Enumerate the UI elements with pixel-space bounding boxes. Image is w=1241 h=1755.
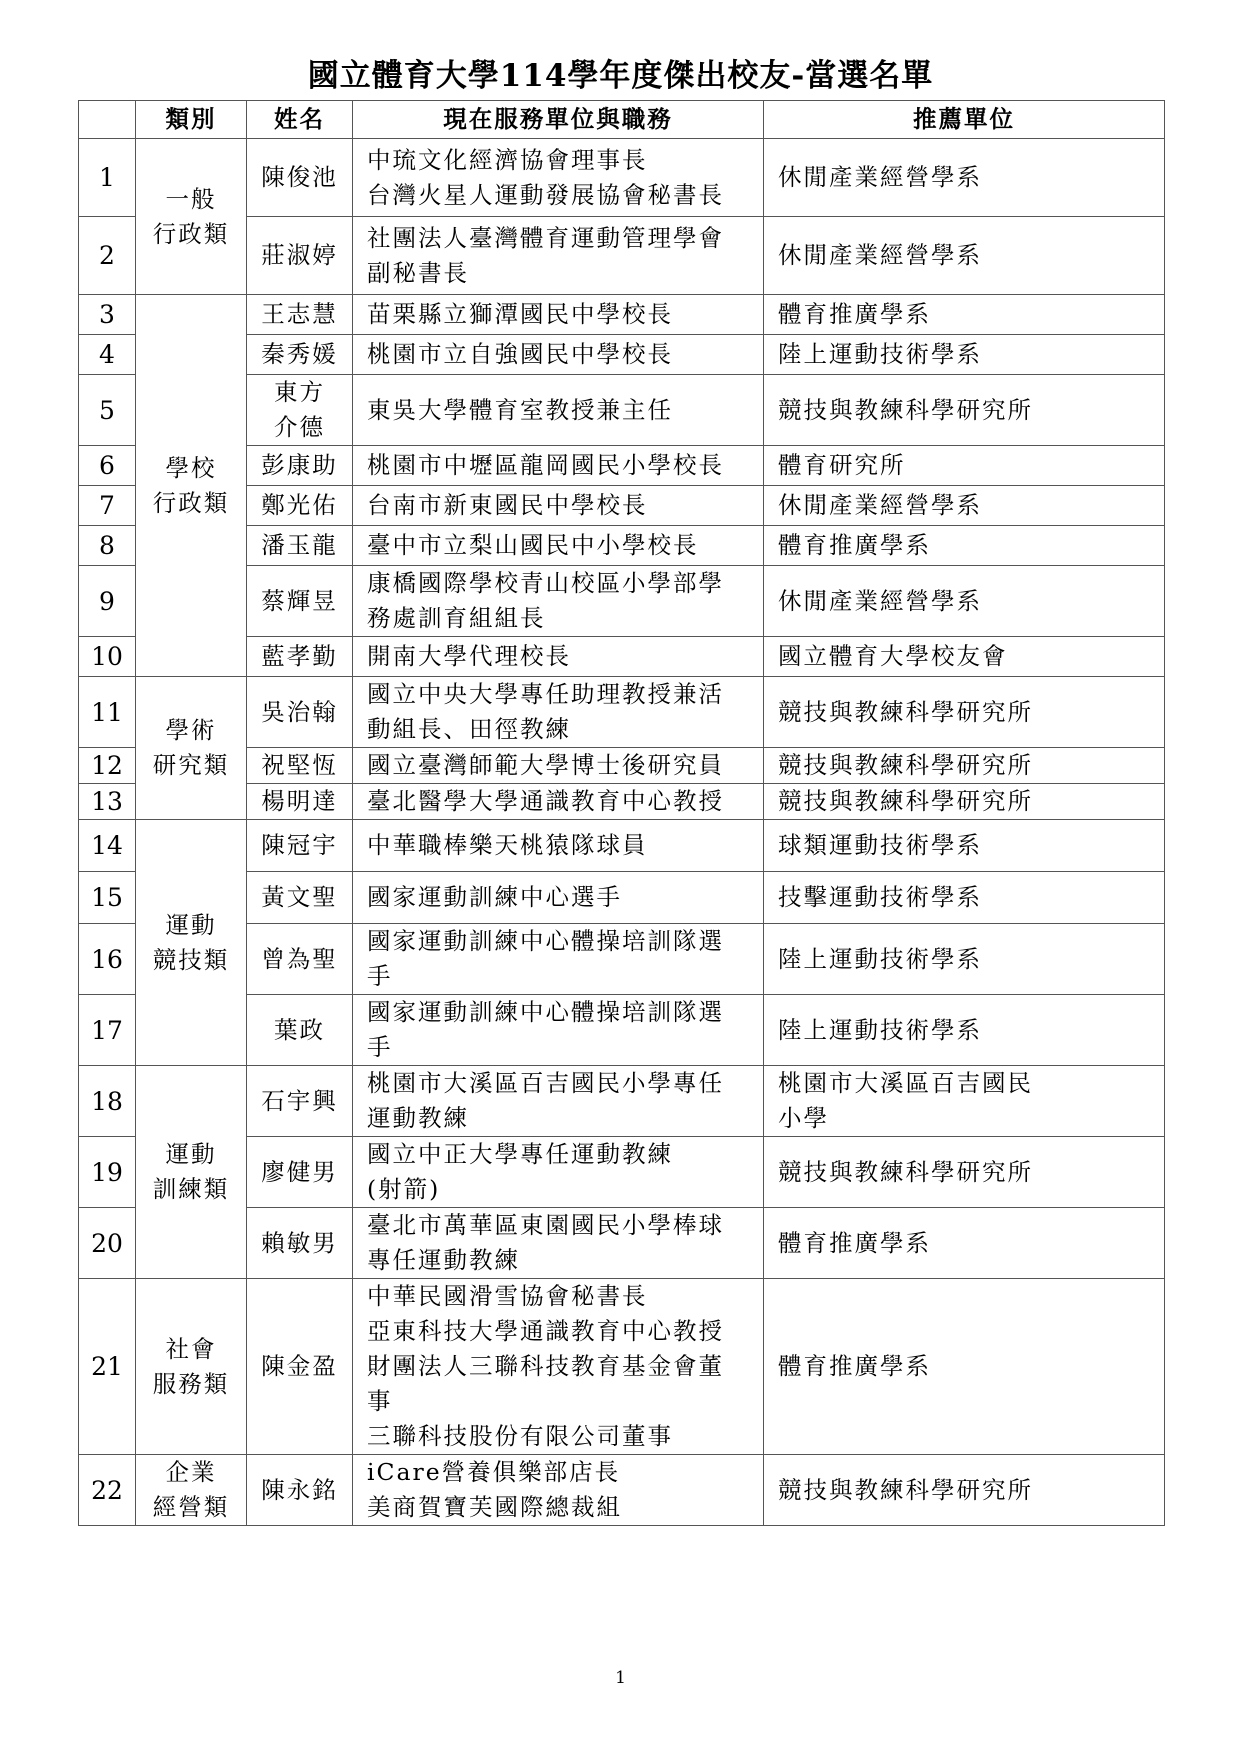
position-cell — [353, 335, 764, 375]
unit-line: 競技與教練科學研究所 — [778, 395, 1033, 424]
unit-line: 競技與教練科學研究所 — [778, 697, 1033, 726]
position-line: 桃園市中壢區龍岡國民小學校長 — [367, 451, 724, 479]
position-line: 副秘書長 — [367, 258, 469, 287]
position-line: iCare營養俱樂部店長 — [367, 1458, 621, 1486]
position-line: 手 — [367, 1033, 393, 1061]
unit-line: 體育推廣學系 — [778, 1352, 931, 1380]
name-line: 莊淑婷 — [261, 241, 338, 269]
position-line: 桃園市大溪區百吉國民小學專任 — [367, 1069, 724, 1097]
category-cell — [136, 820, 247, 1066]
alumni-name — [247, 566, 353, 637]
category-cell — [136, 1066, 247, 1279]
recommending-unit — [764, 924, 1165, 995]
position-line: (射箭) — [367, 1175, 441, 1203]
category-line: 一般 — [165, 184, 217, 213]
row-number: 5 — [79, 375, 136, 446]
category-cell — [136, 295, 247, 677]
row-number: 12 — [79, 748, 136, 784]
category-line: 學校 — [165, 453, 217, 482]
row-number: 4 — [79, 335, 136, 375]
name-line: 彭康助 — [261, 451, 338, 479]
recommending-unit — [764, 677, 1165, 748]
position-line: 事 — [367, 1387, 393, 1415]
unit-line: 球類運動技術學系 — [778, 831, 982, 859]
row-number: 8 — [79, 526, 136, 566]
row-number: 18 — [79, 1066, 136, 1137]
recommending-unit — [764, 217, 1165, 295]
position-cell — [353, 748, 764, 784]
alumni-name — [247, 677, 353, 748]
row-number: 13 — [79, 784, 136, 820]
unit-line: 競技與教練科學研究所 — [778, 751, 1033, 779]
position-line: 國立臺灣師範大學博士後研究員 — [367, 751, 724, 779]
category-cell — [136, 139, 247, 295]
position-line: 社團法人臺灣體育運動管理學會 — [367, 223, 724, 252]
name-line: 廖健男 — [261, 1157, 338, 1186]
position-line: 專任運動教練 — [367, 1246, 520, 1274]
recommending-unit — [764, 566, 1165, 637]
table-row — [79, 1066, 1165, 1137]
position-line: 三聯科技股份有限公司董事 — [367, 1422, 673, 1450]
alumni-name — [247, 1208, 353, 1279]
name-line: 石宇興 — [261, 1086, 338, 1115]
recommending-unit — [764, 446, 1165, 486]
alumni-name — [247, 1279, 353, 1455]
position-line: 美商賀寶芙國際總裁組 — [367, 1493, 622, 1521]
name-line: 祝堅恆 — [261, 751, 338, 779]
position-line: 臺北醫學大學通識教育中心教授 — [367, 787, 724, 815]
table-row — [79, 295, 1165, 335]
alumni-name — [247, 820, 353, 872]
name-line: 秦秀媛 — [261, 340, 338, 368]
recommending-unit — [764, 1279, 1165, 1455]
alumni-name — [247, 295, 353, 335]
position-line: 動組長、田徑教練 — [367, 715, 571, 743]
position-cell — [353, 872, 764, 924]
row-number: 15 — [79, 872, 136, 924]
alumni-name — [247, 995, 353, 1066]
position-line: 運動教練 — [367, 1104, 469, 1132]
category-line: 行政類 — [152, 219, 230, 248]
recommending-unit — [764, 1066, 1165, 1137]
position-cell — [353, 486, 764, 526]
category-line: 競技類 — [152, 945, 230, 974]
name-line: 鄭光佑 — [261, 491, 338, 519]
position-line: 苗栗縣立獅潭國民中學校長 — [367, 300, 673, 328]
position-line: 台灣火星人運動發展協會秘書長 — [367, 180, 724, 209]
unit-line: 技擊運動技術學系 — [778, 883, 982, 911]
table-row — [79, 1455, 1165, 1526]
alumni-name — [247, 526, 353, 566]
unit-line: 體育研究所 — [778, 451, 906, 479]
unit-line: 桃園市大溪區百吉國民 — [778, 1069, 1033, 1097]
position-cell — [353, 1137, 764, 1208]
row-number: 7 — [79, 486, 136, 526]
recommending-unit — [764, 526, 1165, 566]
row-number: 1 — [79, 139, 136, 217]
unit-line: 陸上運動技術學系 — [778, 340, 982, 368]
header-position: 現在服務單位與職務 — [353, 101, 764, 139]
recommending-unit — [764, 637, 1165, 677]
unit-line: 競技與教練科學研究所 — [778, 1475, 1033, 1504]
name-line: 葉政 — [274, 1015, 325, 1044]
category-cell — [136, 677, 247, 820]
unit-line: 體育推廣學系 — [778, 531, 931, 559]
position-cell — [353, 217, 764, 295]
row-number: 9 — [79, 566, 136, 637]
unit-line: 競技與教練科學研究所 — [778, 787, 1033, 815]
position-line: 國立中央大學專任助理教授兼活 — [367, 680, 724, 708]
position-line: 國立中正大學專任運動教練 — [367, 1140, 673, 1168]
alumni-name — [247, 872, 353, 924]
recommending-unit — [764, 375, 1165, 446]
category-cell — [136, 1279, 247, 1455]
position-line: 國家運動訓練中心選手 — [367, 883, 622, 911]
position-cell — [353, 637, 764, 677]
position-line: 臺中市立梨山國民中小學校長 — [367, 531, 699, 559]
unit-line: 陸上運動技術學系 — [778, 944, 982, 973]
recommending-unit — [764, 335, 1165, 375]
recommending-unit — [764, 139, 1165, 217]
position-line: 財團法人三聯科技教育基金會董 — [367, 1352, 724, 1380]
table-header-row — [79, 101, 1165, 139]
table-body — [79, 139, 1165, 1526]
name-line: 陳金盈 — [261, 1352, 338, 1380]
recommending-unit — [764, 872, 1165, 924]
position-line: 手 — [367, 962, 393, 990]
position-line: 東吳大學體育室教授兼主任 — [367, 395, 673, 424]
position-cell — [353, 1066, 764, 1137]
row-number: 19 — [79, 1137, 136, 1208]
unit-line: 休閒產業經營學系 — [778, 491, 982, 519]
recommending-unit — [764, 486, 1165, 526]
recommending-unit — [764, 295, 1165, 335]
unit-line: 競技與教練科學研究所 — [778, 1157, 1033, 1186]
recommending-unit — [764, 784, 1165, 820]
category-line: 運動 — [165, 1140, 217, 1168]
position-line: 康橋國際學校青山校區小學部學 — [367, 569, 724, 597]
unit-line: 休閒產業經營學系 — [778, 163, 982, 191]
alumni-name — [247, 1066, 353, 1137]
table-row — [79, 677, 1165, 748]
row-number: 10 — [79, 637, 136, 677]
unit-line: 陸上運動技術學系 — [778, 1015, 982, 1044]
position-cell — [353, 820, 764, 872]
table-row — [79, 1279, 1165, 1455]
recommending-unit — [764, 1137, 1165, 1208]
position-cell — [353, 295, 764, 335]
position-cell — [353, 677, 764, 748]
row-number: 22 — [79, 1455, 136, 1526]
position-cell — [353, 526, 764, 566]
row-number: 14 — [79, 820, 136, 872]
category-line: 研究類 — [152, 751, 230, 779]
category-line: 學術 — [165, 716, 217, 744]
alumni-name — [247, 784, 353, 820]
header-no — [79, 101, 136, 139]
name-line: 東方 — [274, 378, 325, 406]
table-row — [79, 139, 1165, 217]
alumni-name — [247, 486, 353, 526]
recommending-unit — [764, 1208, 1165, 1279]
recommending-unit — [764, 995, 1165, 1066]
name-line: 賴敏男 — [261, 1228, 338, 1257]
unit-line: 小學 — [778, 1104, 829, 1132]
category-line: 經營類 — [152, 1493, 230, 1521]
name-line: 吳治翰 — [261, 697, 338, 726]
alumni-name — [247, 1455, 353, 1526]
name-line: 楊明達 — [261, 787, 338, 815]
row-number: 21 — [79, 1279, 136, 1455]
category-line: 訓練類 — [152, 1175, 230, 1203]
name-line: 陳永銘 — [261, 1475, 338, 1504]
name-line: 陳俊池 — [261, 163, 338, 191]
table-row — [79, 820, 1165, 872]
position-cell — [353, 924, 764, 995]
recommending-unit — [764, 1455, 1165, 1526]
name-line: 潘玉龍 — [261, 531, 338, 559]
position-cell — [353, 375, 764, 446]
position-line: 臺北市萬華區東園國民小學棒球 — [367, 1211, 724, 1239]
position-cell — [353, 139, 764, 217]
recommending-unit — [764, 820, 1165, 872]
row-number: 6 — [79, 446, 136, 486]
category-line: 服務類 — [152, 1369, 230, 1398]
recommending-unit — [764, 748, 1165, 784]
position-line: 中華民國滑雪協會秘書長 — [367, 1282, 648, 1310]
alumni-name — [247, 748, 353, 784]
name-line: 藍孝勤 — [261, 642, 338, 670]
category-line: 社會 — [165, 1334, 217, 1363]
row-number: 2 — [79, 217, 136, 295]
unit-line: 休閒產業經營學系 — [778, 586, 982, 615]
alumni-name — [247, 1137, 353, 1208]
alumni-name — [247, 217, 353, 295]
position-cell — [353, 446, 764, 486]
category-line: 運動 — [165, 910, 217, 939]
row-number: 11 — [79, 677, 136, 748]
position-cell — [353, 1208, 764, 1279]
page-title: 國立體育大學114學年度傑出校友-當選名單 — [307, 58, 934, 94]
position-line: 開南大學代理校長 — [367, 642, 571, 670]
header-category: 類別 — [136, 101, 247, 139]
position-cell — [353, 995, 764, 1066]
position-cell — [353, 1455, 764, 1526]
header-unit: 推薦單位 — [764, 101, 1165, 139]
alumni-name — [247, 375, 353, 446]
unit-line: 國立體育大學校友會 — [778, 642, 1008, 670]
alumni-name — [247, 924, 353, 995]
position-line: 中琉文化經濟協會理事長 — [367, 145, 648, 174]
position-line: 中華職棒樂天桃猿隊球員 — [367, 831, 648, 859]
unit-line: 體育推廣學系 — [778, 1228, 931, 1257]
category-line: 企業 — [165, 1458, 217, 1486]
alumni-name — [247, 637, 353, 677]
alumni-table — [78, 100, 1165, 1526]
name-line: 曾為聖 — [261, 944, 338, 973]
name-line: 介德 — [274, 413, 325, 441]
position-line: 國家運動訓練中心體操培訓隊選 — [367, 998, 724, 1026]
name-line: 陳冠宇 — [261, 831, 338, 859]
alumni-name — [247, 335, 353, 375]
position-cell — [353, 784, 764, 820]
position-line: 桃園市立自強國民中學校長 — [367, 340, 673, 368]
row-number: 17 — [79, 995, 136, 1066]
name-line: 蔡輝昱 — [261, 586, 338, 615]
alumni-name — [247, 446, 353, 486]
position-line: 亞東科技大學通識教育中心教授 — [367, 1317, 724, 1345]
category-cell — [136, 1455, 247, 1526]
position-line: 國家運動訓練中心體操培訓隊選 — [367, 927, 724, 955]
position-line: 台南市新東國民中學校長 — [367, 491, 648, 519]
position-cell — [353, 566, 764, 637]
name-line: 黃文聖 — [261, 883, 338, 911]
unit-line: 體育推廣學系 — [778, 300, 931, 328]
position-cell — [353, 1279, 764, 1455]
alumni-name — [247, 139, 353, 217]
unit-line: 休閒產業經營學系 — [778, 241, 982, 269]
row-number: 16 — [79, 924, 136, 995]
position-line: 務處訓育組組長 — [367, 604, 546, 632]
row-number: 3 — [79, 295, 136, 335]
category-line: 行政類 — [152, 488, 230, 517]
row-number: 20 — [79, 1208, 136, 1279]
page-number: 1 — [615, 1668, 626, 1688]
name-line: 王志慧 — [261, 300, 338, 328]
header-name: 姓名 — [247, 101, 353, 139]
